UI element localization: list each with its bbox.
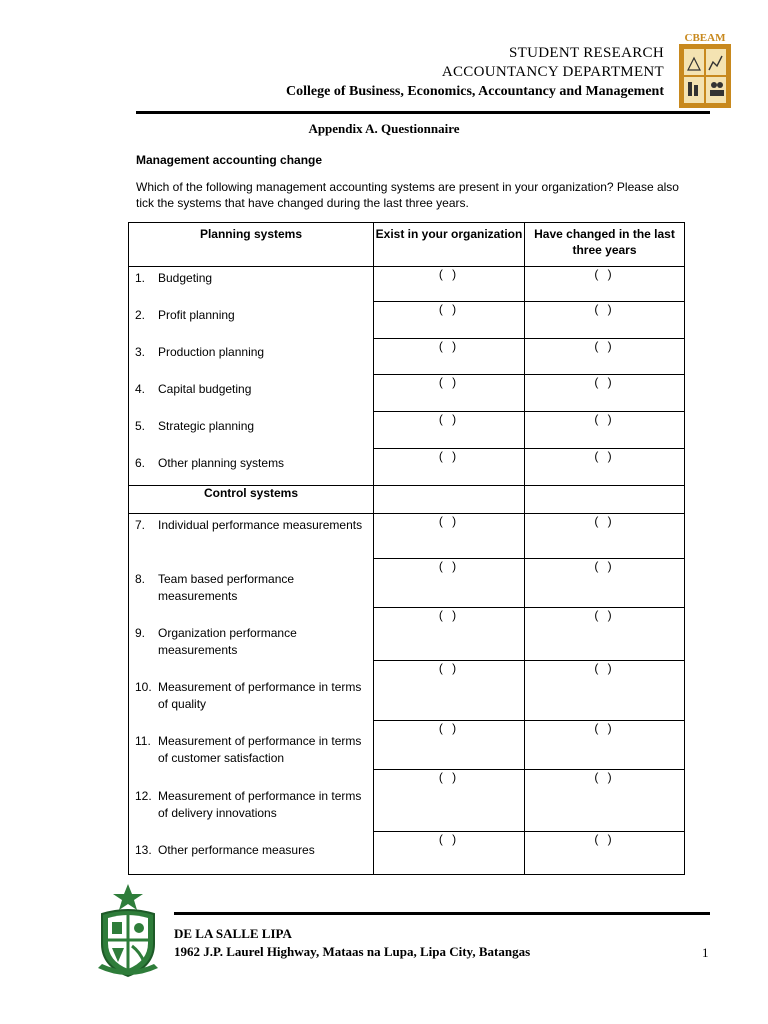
control-systems-header: Control systems bbox=[129, 486, 374, 514]
changed-checkbox[interactable]: ( ) bbox=[525, 514, 685, 559]
exist-checkbox[interactable]: ( ) bbox=[374, 375, 525, 412]
cbeam-logo bbox=[676, 30, 734, 110]
footer-address: 1962 J.P. Laurel Highway, Mataas na Lupa, Lipa City, Batangas bbox=[174, 944, 531, 959]
exist-checkbox[interactable]: ( ) bbox=[374, 338, 525, 375]
changed-checkbox[interactable]: ( ) bbox=[525, 375, 685, 412]
header-divider bbox=[136, 111, 710, 114]
list-item: 13. Other performance measures bbox=[135, 843, 315, 857]
table-row bbox=[129, 514, 685, 559]
exist-checkbox[interactable]: ( ) bbox=[374, 301, 525, 338]
header-block bbox=[286, 44, 664, 101]
questionnaire-table bbox=[128, 222, 685, 875]
planning-items-cell bbox=[129, 267, 374, 486]
exist-checkbox[interactable]: ( ) bbox=[374, 267, 525, 302]
intro-paragraph: Which of the following management accounting systems are present in your organization? Please also tick the systems that have changed during the last three years. bbox=[136, 180, 679, 210]
footer-institution: DE LA SALLE LIPA bbox=[174, 926, 292, 941]
empty-cell bbox=[374, 486, 525, 514]
empty-cell bbox=[525, 486, 685, 514]
changed-checkbox[interactable]: ( ) bbox=[525, 301, 685, 338]
list-item: 12. Measurement of performance in terms of delivery innovations bbox=[135, 789, 362, 820]
list-item: 11. Measurement of performance in terms of customer satisfaction bbox=[135, 734, 362, 765]
table-row bbox=[129, 267, 685, 302]
changed-checkbox[interactable]: ( ) bbox=[525, 661, 685, 721]
page-number: 1 bbox=[702, 945, 709, 960]
list-item: 10. Measurement of performance in terms of quality bbox=[135, 680, 362, 711]
list-item: 6. Other planning systems bbox=[135, 456, 285, 470]
exist-checkbox[interactable]: ( ) bbox=[374, 412, 525, 449]
header-line-2: ACCOUNTANCY DEPARTMENT bbox=[441, 64, 664, 80]
changed-checkbox[interactable]: ( ) bbox=[525, 558, 685, 607]
changed-checkbox[interactable]: ( ) bbox=[525, 832, 685, 875]
list-item: 8. Team based performance measurements bbox=[135, 572, 295, 603]
exist-checkbox[interactable]: ( ) bbox=[374, 607, 525, 660]
header-line-3: College of Business, Economics, Accountancy and Management bbox=[286, 84, 664, 99]
control-systems-row bbox=[129, 486, 685, 514]
control-items-cell bbox=[129, 514, 374, 875]
header-exist: Exist in your organization bbox=[374, 223, 525, 267]
list-item: 4. Capital budgeting bbox=[135, 382, 252, 396]
cbeam-logo-text: CBEAM bbox=[684, 32, 726, 44]
list-item: 9. Organization performance measurements bbox=[135, 626, 297, 657]
header-changed: Have changed in the last three years bbox=[525, 223, 685, 267]
changed-checkbox[interactable]: ( ) bbox=[525, 412, 685, 449]
changed-checkbox[interactable]: ( ) bbox=[525, 338, 685, 375]
changed-checkbox[interactable]: ( ) bbox=[525, 449, 685, 486]
exist-checkbox[interactable]: ( ) bbox=[374, 770, 525, 832]
exist-checkbox[interactable]: ( ) bbox=[374, 558, 525, 607]
exist-checkbox[interactable]: ( ) bbox=[374, 514, 525, 559]
appendix-title: Appendix A. Questionnaire bbox=[308, 121, 460, 136]
changed-checkbox[interactable]: ( ) bbox=[525, 267, 685, 302]
list-item: 3. Production planning bbox=[135, 345, 265, 359]
exist-checkbox[interactable]: ( ) bbox=[374, 832, 525, 875]
list-item: 5. Strategic planning bbox=[135, 419, 255, 433]
changed-checkbox[interactable]: ( ) bbox=[525, 770, 685, 832]
list-item: 1. Budgeting bbox=[135, 271, 213, 285]
list-item: 7. Individual performance measurements bbox=[135, 518, 363, 532]
list-item: 2. Profit planning bbox=[135, 308, 235, 322]
exist-checkbox[interactable]: ( ) bbox=[374, 721, 525, 770]
table-header-row bbox=[129, 223, 685, 267]
exist-checkbox[interactable]: ( ) bbox=[374, 449, 525, 486]
footer-divider bbox=[174, 912, 710, 915]
header-planning-systems: Planning systems bbox=[129, 223, 374, 267]
footer-block bbox=[174, 925, 530, 961]
section-title: Management accounting change bbox=[136, 153, 323, 167]
exist-checkbox[interactable]: ( ) bbox=[374, 661, 525, 721]
changed-checkbox[interactable]: ( ) bbox=[525, 721, 685, 770]
changed-checkbox[interactable]: ( ) bbox=[525, 607, 685, 660]
dlsl-seal-logo bbox=[94, 882, 162, 982]
header-line-1: STUDENT RESEARCH bbox=[509, 45, 664, 61]
